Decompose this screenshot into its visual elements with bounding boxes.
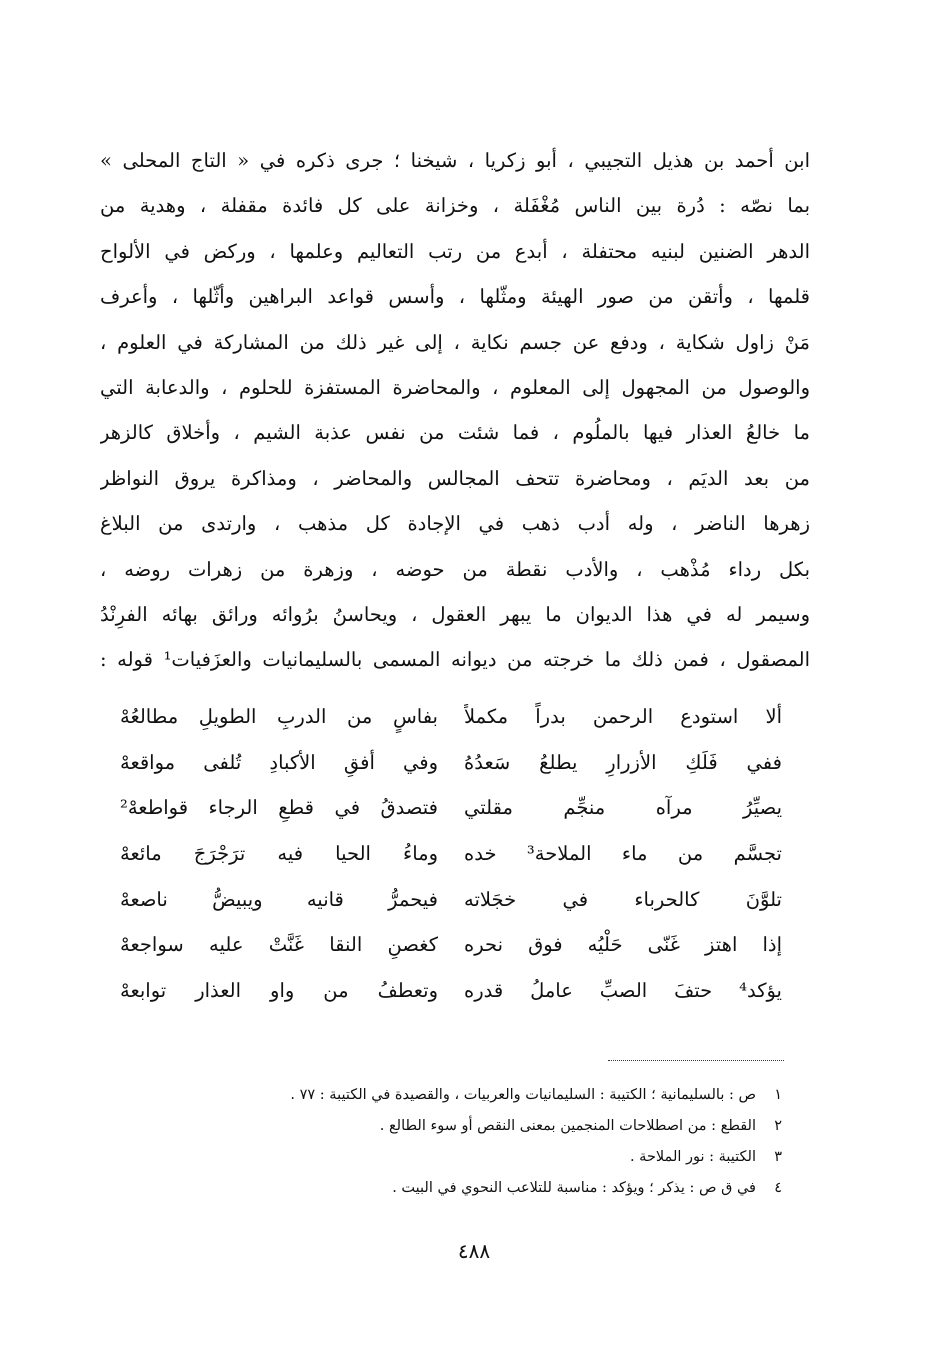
footnote-text: الكتيبة : نور الملاحة . — [629, 1149, 756, 1165]
prose-line: قلمها ، وأتقن من صور الهيئة ومثّلها ، وأسس قواعد البراهين وأثّلها ، وأعرف — [100, 285, 810, 309]
footnote-number: ٢ — [774, 1118, 782, 1134]
verse-first-hemistich: يصيِّرُ مرآه منجِّم مقلتي — [464, 796, 782, 820]
verse-second-hemistich: بفاسٍ من الدربِ الطويلِ مطالعُهْ — [120, 705, 438, 728]
footnote-number: ٤ — [774, 1180, 782, 1196]
prose-line: زهرها الناضر ، وله أدب ذهب في الإجادة كل مذهب ، وارتدى من البلاغ — [100, 512, 810, 536]
prose-line: والوصول من المجهول إلى المعلوم ، والمحاضرة المستفزة للحلوم ، والدعابة التي — [100, 375, 810, 399]
prose-line: بكل رداء مُذْهب ، والأدب نقطة من حوضه ، وزهرة من زهرات روضه ، — [100, 557, 810, 581]
footnote — [150, 1111, 782, 1142]
poem-verse — [120, 831, 782, 877]
prose-line: ما خالعُ العذار فيها بالملُوم ، فما شئت من نفس عذبة الشيم ، وأخلاق كالزهر — [100, 421, 810, 445]
verse-first-hemistich: يؤكد⁴ حتفَ الصبِّ عاملُ قدره — [464, 979, 782, 1003]
footnote-number: ١ — [774, 1087, 782, 1103]
verse-first-hemistich: ففي فَلَكِ الأزرارِ يطلعُ سَعدُهُ — [464, 750, 782, 774]
footnote-text: القطع : من اصطلاحات المنجمين بمعنى النقص أو سوء الطالع . — [379, 1118, 756, 1134]
verse-second-hemistich: وفي أفقِ الأكبادِ تُلفى مواقعهْ — [120, 750, 438, 774]
page-number: ٤٨٨ — [457, 1239, 491, 1263]
prose-line: مَنْ زاول شكاية ، ودفع عن جسم نكاية ، إلى غير ذلك من المشاركة في العلوم ، — [100, 330, 810, 354]
footnotes — [150, 1080, 782, 1204]
verse-first-hemistich: تلوَّنَ كالحرباء في خجَلاته — [464, 887, 782, 911]
verse-first-hemistich: إذا اهتز غَنّى حَلْيُه فوق نحره — [464, 933, 782, 957]
poem-verse — [120, 785, 782, 831]
footnote-text: في ق ص : يذكر ؛ ويؤكد : مناسبة للتلاعب النحوي في البيت . — [392, 1180, 756, 1196]
footnote — [150, 1080, 782, 1111]
footnote-number: ٣ — [774, 1149, 782, 1165]
poem-block — [120, 694, 782, 1014]
poem-verse — [120, 694, 782, 740]
footnote — [150, 1173, 782, 1204]
prose-line: ابن أحمد بن هذيل التجيبي ، أبو زكريا ، شيخنا ؛ جرى ذكره في « التاج المحلى » — [100, 149, 810, 172]
poem-verse — [120, 968, 782, 1014]
verse-second-hemistich: فتصدقُ في قطعِ الرجاء قواطعهْ² — [120, 796, 438, 820]
prose-line: بما نصّه : دُرة بين الناس مُغْفَلة ، وخزانة على كل فائدة مقفلة ، وهدية من — [100, 194, 810, 218]
verse-second-hemistich: فيحمرُّ قانيه ويبيضُّ ناصعهْ — [120, 887, 438, 911]
prose-line: من بعد الديَم ، ومحاضرة تتحف المجالس والمحاضر ، ومذاكرة يروق النواظر — [100, 466, 810, 490]
prose-line: الدهر الضنين لبنيه محتفلة ، أبدع من رتب التعاليم وعلمها ، وركض في الألواح — [100, 239, 810, 263]
footnote — [150, 1142, 782, 1173]
prose-block — [100, 138, 810, 683]
prose-line: وسيمر له في هذا الديوان ما يبهر العقول ، ويحاسنُ برُوائه ورائق بهائه الفرِنْدُ — [100, 602, 810, 626]
poem-verse — [120, 922, 782, 968]
verse-second-hemistich: وماءُ الحيا فيه ترَجْرَجَ مائعهْ — [120, 842, 438, 866]
verse-first-hemistich: ألا استودع الرحمن بدراً مكملاً — [464, 705, 782, 728]
footnote-divider — [608, 1060, 784, 1061]
poem-verse — [120, 877, 782, 923]
poem-verse — [120, 740, 782, 786]
footnote-text: ص : بالسليمانية ؛ الكتيبة : السليمانيات والعربيات ، والقصيدة في الكتيبة : ٧٧ . — [290, 1087, 756, 1103]
verse-first-hemistich: تجسَّم من ماء الملاحة³ خده — [464, 842, 782, 866]
verse-second-hemistich: وتعطفُ من واو العذار توابعهْ — [120, 979, 438, 1003]
prose-line: المصقول ، فمن ذلك ما خرجته من ديوانه المسمى بالسليمانيات والعزَفيات¹ قوله : — [100, 648, 810, 672]
verse-second-hemistich: كغصنِ النقا غَنَّتْ عليه سواجعهْ — [120, 933, 438, 957]
